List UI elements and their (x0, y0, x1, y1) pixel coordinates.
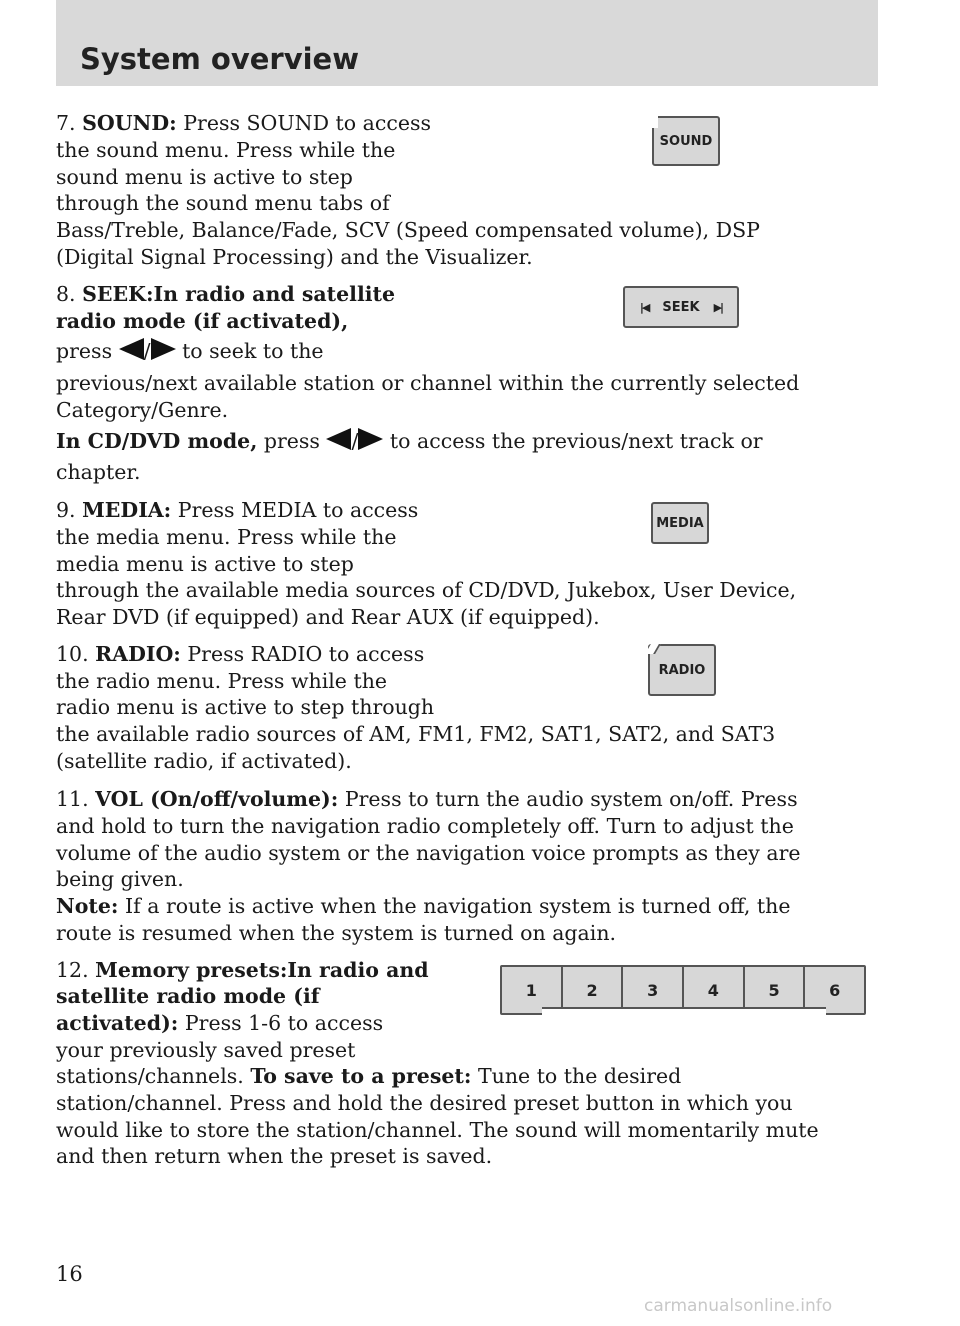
track-forward-arrow-icon (358, 428, 383, 450)
item-text: stations/channels. (56, 1064, 251, 1088)
item-label: In CD/DVD mode, (56, 429, 258, 453)
radio-line-5: (satellite radio, if activated). (56, 749, 352, 773)
radio-line-2: the radio menu. Press while the (56, 669, 388, 693)
sound-line-5: Bass/Treble, Balance/Fade, SCV (Speed compensated volume), DSP (56, 218, 760, 242)
media-line-1 (56, 497, 418, 524)
note-label: Note: (56, 894, 119, 918)
seek-line-1 (56, 281, 395, 308)
preset-button-3: 3 (623, 967, 684, 1013)
seek-line-5: Category/Genre. (56, 398, 229, 422)
page-header (56, 0, 878, 86)
vol-note-line-1 (56, 893, 791, 920)
sound-line-2: the sound menu. Press while the (56, 138, 396, 162)
item-number: 8. (56, 282, 76, 306)
media-button-illustration (651, 502, 709, 544)
item-label: satellite radio mode (if (56, 984, 320, 1008)
item-text: Press to turn the audio system on/off. Press (338, 787, 798, 811)
item-number: 11. (56, 787, 89, 811)
media-line-5: Rear DVD (if equipped) and Rear AUX (if equipped). (56, 605, 600, 629)
item-label: SOUND: (82, 111, 177, 135)
presets-line-7: would like to store the station/channel. The sound will momentarily mute (56, 1118, 819, 1142)
vol-note-line-2: route is resumed when the system is turned on again. (56, 921, 617, 945)
seek-back-arrow-icon (119, 338, 144, 360)
item-text: press (257, 429, 327, 453)
radio-button-label: RADIO (658, 662, 706, 678)
item-label: SEEK:In radio and satellite (82, 282, 396, 306)
item-text: to seek to the (175, 339, 324, 363)
slash: / (143, 339, 151, 363)
item-label: activated): (56, 1011, 179, 1035)
item-text: Press 1-6 to access (178, 1011, 384, 1035)
seek-line-3 (56, 338, 324, 365)
item-label: Memory presets:In radio and (95, 958, 429, 982)
presets-line-3 (56, 1010, 383, 1037)
item-text: Press MEDIA to access (171, 498, 419, 522)
sound-line-6: (Digital Signal Processing) and the Visualizer. (56, 245, 533, 269)
media-line-2: the media menu. Press while the (56, 525, 397, 549)
item-label: RADIO: (95, 642, 181, 666)
item-text: Press RADIO to access (180, 642, 425, 666)
media-line-4: through the available media sources of CD/DVD, Jukebox, User Device, (56, 578, 797, 602)
seek-line-7: chapter. (56, 460, 141, 484)
vol-line-4: being given. (56, 867, 184, 891)
slash: / (351, 429, 359, 453)
seek-button-illustration (623, 286, 739, 328)
item-text: Tune to the desired (471, 1064, 682, 1088)
presets-line-5 (56, 1063, 681, 1090)
item-number: 12. (56, 958, 89, 982)
preset-button-1: 1 (502, 967, 563, 1013)
item-number: 10. (56, 642, 89, 666)
preset-button-6: 6 (829, 980, 841, 1000)
sound-line-1 (56, 110, 431, 137)
preset-button-5: 5 (745, 967, 806, 1013)
sound-button-label: SOUND (659, 133, 713, 149)
seek-line-6 (56, 428, 763, 455)
seek-line-4: previous/next available station or channel within the currently selected (56, 371, 800, 395)
section-title: System overview (80, 42, 359, 76)
item-text: If a route is active when the navigation system is turned off, the (118, 894, 791, 918)
seek-button-label: SEEK (662, 299, 700, 315)
item-text: Press SOUND to access (176, 111, 431, 135)
sound-line-3: sound menu is active to step (56, 165, 353, 189)
radio-line-4: the available radio sources of AM, FM1, FM2, SAT1, SAT2, and SAT3 (56, 722, 776, 746)
item-label: VOL (On/off/volume): (95, 787, 339, 811)
seek-prev-icon: |◀ (639, 300, 649, 314)
item-text: press (56, 339, 119, 363)
preset-button-2: 2 (563, 967, 624, 1013)
preset-buttons-illustration (500, 965, 866, 1015)
presets-line-2 (56, 983, 320, 1010)
item-label: MEDIA: (82, 498, 172, 522)
track-back-arrow-icon (326, 428, 351, 450)
item-label: radio mode (if activated), (56, 309, 349, 333)
radio-line-1 (56, 641, 424, 668)
item-text: to access the previous/next track or (383, 429, 763, 453)
item-number: 7. (56, 111, 76, 135)
seek-next-icon: ▶| (713, 300, 723, 314)
sound-line-4: through the sound menu tabs of (56, 191, 390, 215)
page-number: 16 (56, 1262, 83, 1286)
radio-button-illustration (648, 644, 716, 696)
presets-line-1 (56, 957, 429, 984)
media-button-label: MEDIA (656, 515, 704, 531)
presets-line-8: and then return when the preset is saved. (56, 1144, 493, 1168)
presets-line-4: your previously saved preset (56, 1038, 356, 1062)
seek-line-2 (56, 308, 348, 335)
vol-line-2: and hold to turn the navigation radio completely off. Turn to adjust the (56, 814, 794, 838)
vol-line-1 (56, 786, 798, 813)
watermark: carmanualsonline.info (644, 1296, 833, 1316)
preset-button-4: 4 (684, 967, 745, 1013)
presets-line-6: station/channel. Press and hold the desired preset button in which you (56, 1091, 793, 1115)
radio-line-3: radio menu is active to step through (56, 695, 435, 719)
sound-button-illustration (652, 116, 720, 166)
item-number: 9. (56, 498, 76, 522)
vol-line-3: volume of the audio system or the navigation voice prompts as they are (56, 841, 801, 865)
save-preset-label: To save to a preset: (250, 1064, 472, 1088)
seek-forward-arrow-icon (151, 338, 176, 360)
media-line-3: media menu is active to step (56, 552, 354, 576)
